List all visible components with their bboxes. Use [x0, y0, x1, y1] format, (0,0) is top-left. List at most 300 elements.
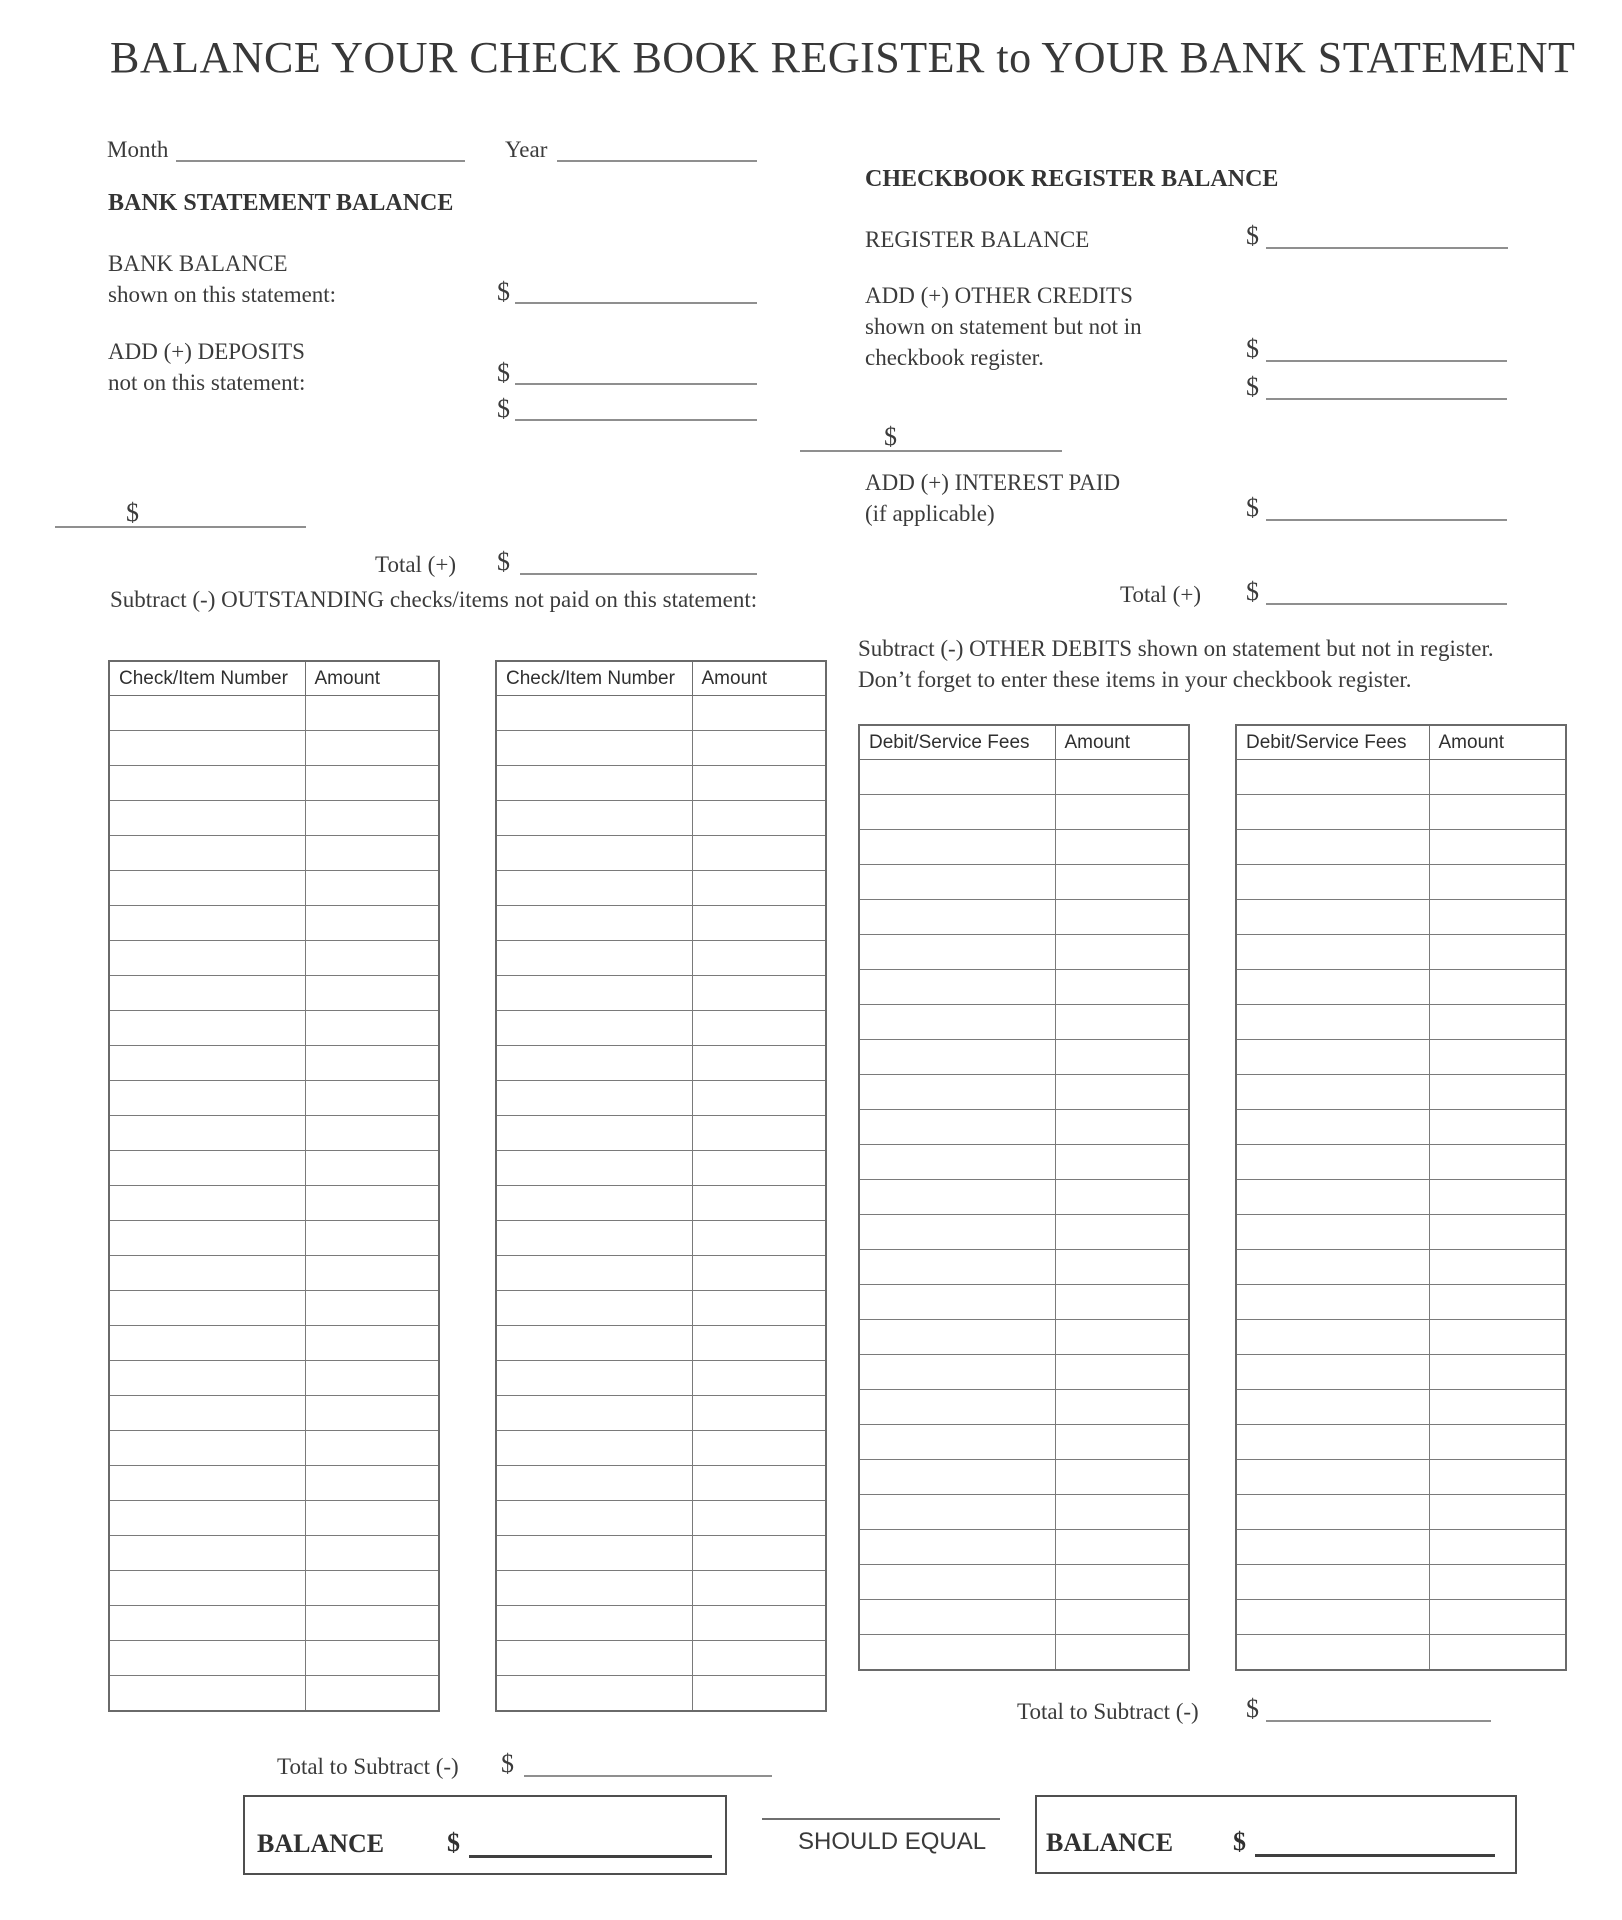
table-row: [496, 1501, 826, 1536]
table-row: [109, 1606, 439, 1641]
item-cell[interactable]: [109, 836, 305, 871]
item-cell[interactable]: [496, 1256, 692, 1291]
amount-cell[interactable]: [1429, 865, 1566, 900]
item-cell[interactable]: [1236, 1180, 1429, 1215]
amount-cell[interactable]: [1429, 1355, 1566, 1390]
amount-cell[interactable]: [305, 1221, 439, 1256]
amount-cell[interactable]: [692, 1256, 826, 1291]
amount-cell[interactable]: [692, 871, 826, 906]
item-cell[interactable]: [109, 941, 305, 976]
item-cell[interactable]: [1236, 1425, 1429, 1460]
table-row: [109, 1081, 439, 1116]
amount-cell[interactable]: [692, 1186, 826, 1221]
register-balance-dollar-sign: $: [1246, 221, 1259, 250]
amount-cell[interactable]: [1055, 1285, 1189, 1320]
item-cell[interactable]: [496, 1536, 692, 1571]
item-cell[interactable]: [109, 1256, 305, 1291]
amount-cell[interactable]: [305, 766, 439, 801]
item-cell[interactable]: [1236, 1285, 1429, 1320]
amount-cell[interactable]: [1055, 1180, 1189, 1215]
item-cell[interactable]: [109, 1501, 305, 1536]
amount-cell[interactable]: [692, 1326, 826, 1361]
amount-cell[interactable]: [305, 1606, 439, 1641]
item-cell[interactable]: [1236, 1145, 1429, 1180]
item-cell[interactable]: [109, 976, 305, 1011]
amount-cell[interactable]: [692, 976, 826, 1011]
item-cell[interactable]: [859, 970, 1055, 1005]
amount-cell[interactable]: [1429, 900, 1566, 935]
item-cell[interactable]: [496, 801, 692, 836]
column-header: Amount: [692, 661, 826, 696]
amount-cell[interactable]: [1429, 1180, 1566, 1215]
item-cell[interactable]: [109, 1221, 305, 1256]
item-cell[interactable]: [496, 1431, 692, 1466]
item-cell[interactable]: [859, 1005, 1055, 1040]
amount-cell[interactable]: [1055, 1075, 1189, 1110]
amount-cell[interactable]: [305, 801, 439, 836]
amount-cell[interactable]: [1055, 1495, 1189, 1530]
item-cell[interactable]: [109, 1361, 305, 1396]
amount-cell[interactable]: [305, 976, 439, 1011]
add-deposits-label: ADD (+) DEPOSITS not on this statement:: [108, 339, 306, 395]
item-cell[interactable]: [496, 1466, 692, 1501]
month-blank[interactable]: [176, 136, 465, 162]
table-row: [859, 1390, 1189, 1425]
table-row: [859, 970, 1189, 1005]
table-row: [109, 941, 439, 976]
amount-cell[interactable]: [305, 1396, 439, 1431]
item-cell[interactable]: [496, 1606, 692, 1641]
amount-cell[interactable]: [305, 1431, 439, 1466]
item-cell[interactable]: [496, 1571, 692, 1606]
table-row: [496, 1361, 826, 1396]
item-cell[interactable]: [109, 1676, 305, 1712]
amount-cell[interactable]: [1055, 830, 1189, 865]
amount-cell[interactable]: [692, 1536, 826, 1571]
item-cell[interactable]: [496, 1116, 692, 1151]
table-row: [109, 1641, 439, 1676]
amount-cell[interactable]: [1429, 1145, 1566, 1180]
amount-cell[interactable]: [305, 1361, 439, 1396]
item-cell[interactable]: [859, 1180, 1055, 1215]
item-cell[interactable]: [496, 1046, 692, 1081]
amount-cell[interactable]: [305, 1536, 439, 1571]
bank-balance-blank[interactable]: [515, 278, 757, 304]
item-cell[interactable]: [1236, 970, 1429, 1005]
right-total-blank[interactable]: [1266, 579, 1507, 605]
item-cell[interactable]: [496, 1326, 692, 1361]
item-cell[interactable]: [1236, 830, 1429, 865]
table-row: [859, 795, 1189, 830]
amount-cell[interactable]: [1429, 1600, 1566, 1635]
amount-cell[interactable]: [1055, 865, 1189, 900]
amount-cell[interactable]: [305, 941, 439, 976]
amount-cell[interactable]: [692, 1431, 826, 1466]
amount-cell[interactable]: [1055, 970, 1189, 1005]
checkbook-register-balance-heading: CHECKBOOK REGISTER BALANCE: [865, 166, 1279, 192]
table-row: [1236, 795, 1566, 830]
item-cell[interactable]: [859, 1285, 1055, 1320]
amount-cell[interactable]: [692, 1291, 826, 1326]
table-row: [496, 696, 826, 731]
amount-cell[interactable]: [692, 1676, 826, 1712]
item-cell[interactable]: [859, 1425, 1055, 1460]
item-cell[interactable]: [859, 1110, 1055, 1145]
other-debits-table-2: [1235, 724, 1567, 1671]
table-row: [1236, 1635, 1566, 1671]
item-cell[interactable]: [1236, 795, 1429, 830]
table-row: [859, 1145, 1189, 1180]
amount-cell[interactable]: [305, 1501, 439, 1536]
amount-cell[interactable]: [305, 1466, 439, 1501]
amount-cell[interactable]: [1055, 1250, 1189, 1285]
amount-cell[interactable]: [1055, 1040, 1189, 1075]
amount-cell[interactable]: [692, 1396, 826, 1431]
item-cell[interactable]: [109, 696, 305, 731]
amount-cell[interactable]: [1055, 900, 1189, 935]
item-cell[interactable]: [109, 1326, 305, 1361]
item-cell[interactable]: [859, 1320, 1055, 1355]
table-row: [1236, 1145, 1566, 1180]
interest-paid-blank[interactable]: [1266, 495, 1507, 521]
amount-cell[interactable]: [1055, 1320, 1189, 1355]
item-cell[interactable]: [496, 836, 692, 871]
item-cell[interactable]: [859, 1495, 1055, 1530]
table-row: [1236, 1320, 1566, 1355]
item-cell[interactable]: [496, 1361, 692, 1396]
table-row: [859, 1040, 1189, 1075]
item-cell[interactable]: [496, 731, 692, 766]
item-cell[interactable]: [1236, 1460, 1429, 1495]
column-header: Check/Item Number: [109, 661, 305, 696]
item-cell[interactable]: [1236, 1250, 1429, 1285]
deposits-blank-1[interactable]: [515, 359, 757, 385]
item-cell[interactable]: [109, 906, 305, 941]
item-cell[interactable]: [496, 941, 692, 976]
item-cell[interactable]: [1236, 1355, 1429, 1390]
amount-cell[interactable]: [692, 766, 826, 801]
amount-cell[interactable]: [1055, 1530, 1189, 1565]
item-cell[interactable]: [1236, 900, 1429, 935]
amount-cell[interactable]: [305, 1256, 439, 1291]
item-cell[interactable]: [496, 871, 692, 906]
item-cell[interactable]: [859, 1250, 1055, 1285]
amount-cell[interactable]: [692, 836, 826, 871]
item-cell[interactable]: [1236, 935, 1429, 970]
left-total-blank[interactable]: [520, 549, 757, 575]
table-row: [109, 1676, 439, 1712]
item-cell[interactable]: [109, 1641, 305, 1676]
column-header: Debit/Service Fees: [859, 725, 1055, 760]
item-cell[interactable]: [109, 1011, 305, 1046]
item-cell[interactable]: [496, 1186, 692, 1221]
other-credits-blank-1[interactable]: [1266, 336, 1507, 362]
register-balance-blank[interactable]: [1266, 223, 1508, 249]
amount-cell[interactable]: [1429, 1215, 1566, 1250]
amount-cell[interactable]: [1429, 1635, 1566, 1671]
amount-cell[interactable]: [305, 1011, 439, 1046]
item-cell[interactable]: [496, 1676, 692, 1712]
amount-cell[interactable]: [305, 871, 439, 906]
amount-cell[interactable]: [1429, 1530, 1566, 1565]
table-row: [496, 1641, 826, 1676]
item-cell[interactable]: [109, 1536, 305, 1571]
amount-cell[interactable]: [692, 1151, 826, 1186]
amount-cell[interactable]: [305, 696, 439, 731]
amount-cell[interactable]: [692, 1221, 826, 1256]
amount-cell[interactable]: [1055, 760, 1189, 795]
table-row: [109, 976, 439, 1011]
item-cell[interactable]: [109, 1396, 305, 1431]
extra-deposit-blank[interactable]: [55, 500, 306, 528]
item-cell[interactable]: [1236, 1005, 1429, 1040]
right-balance-dollar-sign: $: [1233, 1827, 1246, 1856]
amount-cell[interactable]: [1429, 970, 1566, 1005]
amount-cell[interactable]: [305, 836, 439, 871]
amount-cell[interactable]: [1055, 1460, 1189, 1495]
column-header: Debit/Service Fees: [1236, 725, 1429, 760]
item-cell[interactable]: [496, 906, 692, 941]
amount-cell[interactable]: [305, 1046, 439, 1081]
amount-cell[interactable]: [1055, 1355, 1189, 1390]
table-row: [859, 1530, 1189, 1565]
item-cell[interactable]: [859, 795, 1055, 830]
item-cell[interactable]: [496, 976, 692, 1011]
item-cell[interactable]: [859, 1390, 1055, 1425]
amount-cell[interactable]: [1429, 1110, 1566, 1145]
amount-cell[interactable]: [692, 1081, 826, 1116]
left-total-dollar-sign: $: [497, 547, 510, 576]
amount-cell[interactable]: [692, 1606, 826, 1641]
amount-cell[interactable]: [305, 1291, 439, 1326]
outstanding-checks-table-1: [108, 660, 440, 1712]
table-row: [109, 1361, 439, 1396]
deposits-dollar-sign-2: $: [497, 394, 510, 423]
item-cell[interactable]: [496, 1291, 692, 1326]
amount-cell[interactable]: [1055, 1425, 1189, 1460]
amount-cell[interactable]: [1055, 1005, 1189, 1040]
table-row: [109, 1466, 439, 1501]
item-cell[interactable]: [109, 1151, 305, 1186]
amount-cell[interactable]: [305, 1151, 439, 1186]
amount-cell[interactable]: [692, 906, 826, 941]
amount-cell[interactable]: [1429, 1040, 1566, 1075]
item-cell[interactable]: [859, 1460, 1055, 1495]
amount-cell[interactable]: [1429, 1285, 1566, 1320]
table-row: [1236, 1565, 1566, 1600]
table-row: [1236, 1250, 1566, 1285]
item-cell[interactable]: [859, 760, 1055, 795]
amount-cell[interactable]: [692, 1361, 826, 1396]
amount-cell[interactable]: [1429, 1460, 1566, 1495]
table-row: [496, 1326, 826, 1361]
item-cell[interactable]: [496, 766, 692, 801]
bank-statement-balance-heading: BANK STATEMENT BALANCE: [108, 190, 454, 216]
table-row: [859, 1495, 1189, 1530]
amount-cell[interactable]: [1055, 935, 1189, 970]
table-row: [496, 941, 826, 976]
item-cell[interactable]: [1236, 1075, 1429, 1110]
amount-cell[interactable]: [305, 1676, 439, 1712]
item-cell[interactable]: [859, 830, 1055, 865]
item-cell[interactable]: [496, 1081, 692, 1116]
table-row: [859, 865, 1189, 900]
amount-cell[interactable]: [692, 731, 826, 766]
item-cell[interactable]: [1236, 1320, 1429, 1355]
right-total-to-subtract-dollar-sign: $: [1246, 1694, 1259, 1723]
amount-cell[interactable]: [1055, 1635, 1189, 1671]
table-row: [859, 1425, 1189, 1460]
item-cell[interactable]: [1236, 1390, 1429, 1425]
right-balance-blank[interactable]: [1255, 1828, 1495, 1857]
left-balance-box: [243, 1795, 727, 1875]
table-row: [1236, 830, 1566, 865]
amount-cell[interactable]: [1429, 760, 1566, 795]
left-balance-blank[interactable]: [469, 1829, 712, 1858]
item-cell[interactable]: [1236, 1215, 1429, 1250]
item-cell[interactable]: [859, 865, 1055, 900]
item-cell[interactable]: [1236, 1635, 1429, 1671]
item-cell[interactable]: [109, 766, 305, 801]
item-cell[interactable]: [859, 1635, 1055, 1671]
deposits-dollar-sign-1: $: [497, 358, 510, 387]
amount-cell[interactable]: [1055, 795, 1189, 830]
item-cell[interactable]: [109, 871, 305, 906]
register-balance-label: REGISTER BALANCE: [865, 227, 1090, 252]
item-cell[interactable]: [1236, 1565, 1429, 1600]
table-row: [1236, 1355, 1566, 1390]
amount-cell[interactable]: [305, 1571, 439, 1606]
amount-cell[interactable]: [305, 731, 439, 766]
left-balance-label: BALANCE: [257, 1829, 385, 1858]
item-cell[interactable]: [859, 1600, 1055, 1635]
amount-cell[interactable]: [1055, 1110, 1189, 1145]
item-cell[interactable]: [496, 696, 692, 731]
table-row: [1236, 1495, 1566, 1530]
amount-cell[interactable]: [692, 1116, 826, 1151]
amount-cell[interactable]: [1055, 1145, 1189, 1180]
item-cell[interactable]: [859, 1355, 1055, 1390]
amount-cell[interactable]: [1055, 1390, 1189, 1425]
amount-cell[interactable]: [1429, 1005, 1566, 1040]
amount-cell[interactable]: [692, 1571, 826, 1606]
amount-cell[interactable]: [692, 1046, 826, 1081]
item-cell[interactable]: [859, 1215, 1055, 1250]
table-row: [1236, 1600, 1566, 1635]
item-cell[interactable]: [496, 1151, 692, 1186]
amount-cell[interactable]: [1429, 1495, 1566, 1530]
amount-cell[interactable]: [1055, 1600, 1189, 1635]
item-cell[interactable]: [496, 1396, 692, 1431]
item-cell[interactable]: [1236, 1600, 1429, 1635]
amount-cell[interactable]: [692, 1011, 826, 1046]
amount-cell[interactable]: [1429, 830, 1566, 865]
amount-cell[interactable]: [1429, 1075, 1566, 1110]
item-cell[interactable]: [859, 1145, 1055, 1180]
extra-credit-blank[interactable]: [800, 424, 1062, 452]
left-total-to-subtract-dollar-sign: $: [501, 1749, 514, 1778]
amount-cell[interactable]: [1429, 935, 1566, 970]
table-row: [1236, 935, 1566, 970]
amount-cell[interactable]: [305, 1326, 439, 1361]
item-cell[interactable]: [109, 1116, 305, 1151]
amount-cell[interactable]: [1429, 1565, 1566, 1600]
amount-cell[interactable]: [1429, 1390, 1566, 1425]
amount-cell[interactable]: [692, 801, 826, 836]
item-cell[interactable]: [859, 1040, 1055, 1075]
item-cell[interactable]: [109, 1431, 305, 1466]
amount-cell[interactable]: [1429, 795, 1566, 830]
item-cell[interactable]: [1236, 1495, 1429, 1530]
amount-cell[interactable]: [305, 1081, 439, 1116]
item-cell[interactable]: [109, 1046, 305, 1081]
amount-cell[interactable]: [1429, 1425, 1566, 1460]
other-credits-blank-2[interactable]: [1266, 374, 1507, 400]
amount-cell[interactable]: [305, 1116, 439, 1151]
item-cell[interactable]: [496, 1641, 692, 1676]
item-cell[interactable]: [859, 1075, 1055, 1110]
table-row: [496, 1606, 826, 1641]
item-cell[interactable]: [859, 1565, 1055, 1600]
amount-cell[interactable]: [305, 1641, 439, 1676]
item-cell[interactable]: [109, 1466, 305, 1501]
table-row: [1236, 1110, 1566, 1145]
item-cell[interactable]: [109, 731, 305, 766]
table-row: [859, 1110, 1189, 1145]
other-credits-dollar-sign-2: $: [1246, 372, 1259, 401]
item-cell[interactable]: [1236, 865, 1429, 900]
item-cell[interactable]: [1236, 760, 1429, 795]
right-total-label: Total (+): [1120, 582, 1201, 607]
amount-cell[interactable]: [1055, 1565, 1189, 1600]
item-cell[interactable]: [496, 1011, 692, 1046]
amount-cell[interactable]: [692, 1466, 826, 1501]
table-row: [859, 1285, 1189, 1320]
deposits-blank-2[interactable]: [515, 395, 757, 421]
amount-cell[interactable]: [305, 1186, 439, 1221]
item-cell[interactable]: [109, 1081, 305, 1116]
item-cell[interactable]: [109, 1571, 305, 1606]
amount-cell[interactable]: [692, 941, 826, 976]
item-cell[interactable]: [859, 900, 1055, 935]
amount-cell[interactable]: [1055, 1215, 1189, 1250]
amount-cell[interactable]: [692, 696, 826, 731]
item-cell[interactable]: [109, 1186, 305, 1221]
item-cell[interactable]: [1236, 1040, 1429, 1075]
year-blank[interactable]: [557, 136, 757, 162]
amount-cell[interactable]: [692, 1501, 826, 1536]
table-row: [859, 1460, 1189, 1495]
item-cell[interactable]: [109, 801, 305, 836]
table-row: [109, 1011, 439, 1046]
item-cell[interactable]: [109, 1291, 305, 1326]
item-cell[interactable]: [496, 1221, 692, 1256]
table-row: [109, 906, 439, 941]
item-cell[interactable]: [1236, 1110, 1429, 1145]
item-cell[interactable]: [859, 1530, 1055, 1565]
right-total-to-subtract-blank[interactable]: [1266, 1696, 1491, 1722]
amount-cell[interactable]: [1429, 1250, 1566, 1285]
amount-cell[interactable]: [692, 1641, 826, 1676]
item-cell[interactable]: [496, 1501, 692, 1536]
item-cell[interactable]: [1236, 1530, 1429, 1565]
left-total-to-subtract-blank[interactable]: [524, 1751, 772, 1777]
item-cell[interactable]: [109, 1606, 305, 1641]
amount-cell[interactable]: [305, 906, 439, 941]
item-cell[interactable]: [859, 935, 1055, 970]
table-row: [496, 871, 826, 906]
amount-cell[interactable]: [1429, 1320, 1566, 1355]
